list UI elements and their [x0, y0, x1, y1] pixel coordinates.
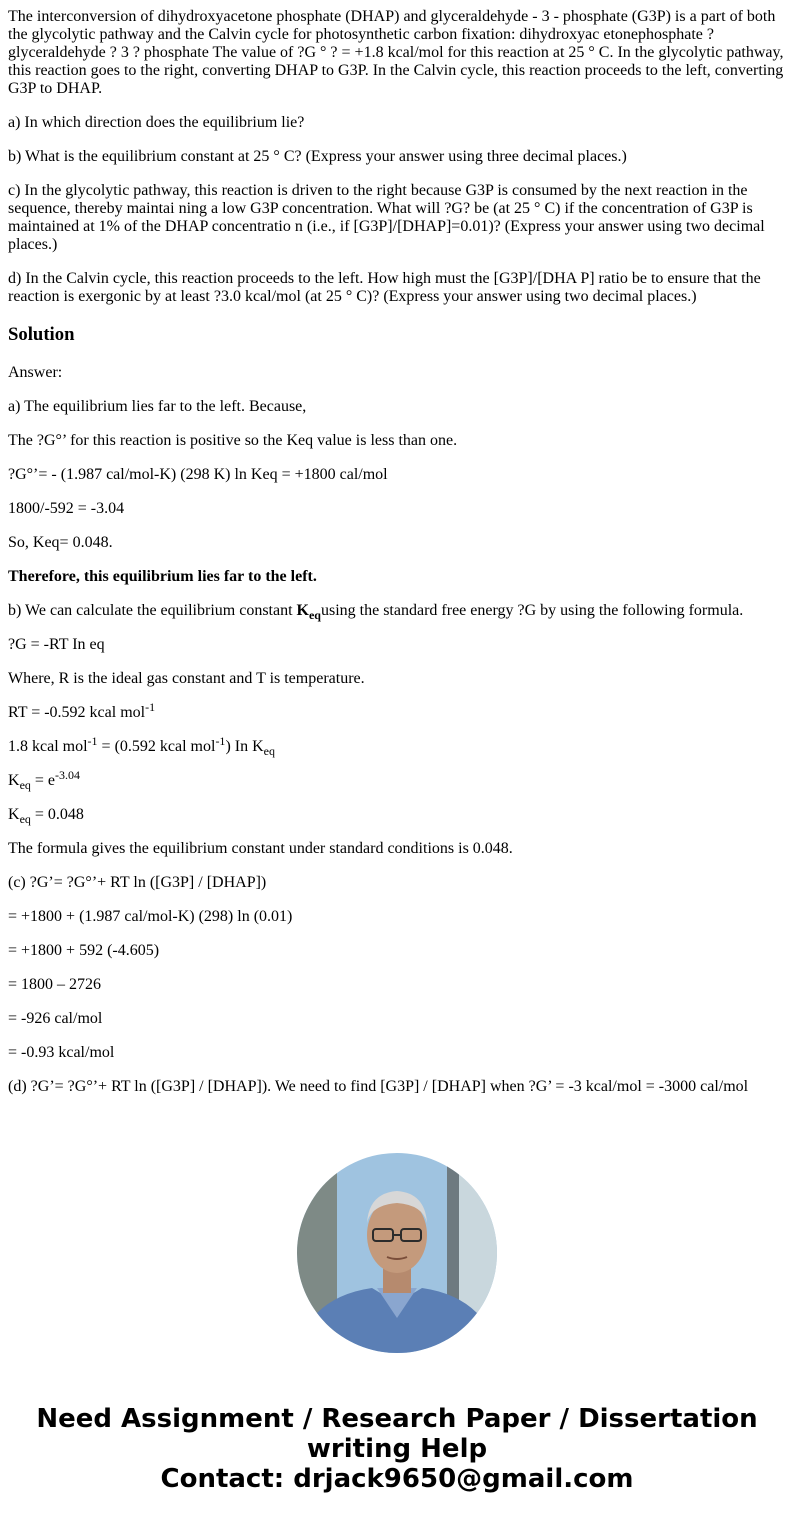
rt-sup: -1: [145, 700, 156, 714]
keq-sub: eq: [308, 608, 321, 622]
answer-b-line-4: [8, 700, 786, 722]
answer-b-line-7: [8, 806, 786, 824]
answer-c-line-5: = -926 cal/mol: [8, 1010, 103, 1027]
question-intro: The interconversion of dihydroxyacetone phosphate (DHAP) and glyceraldehyde - 3 - phosphate (G3P) is a part of both the glycolytic pathway and the Calvin cycle for photosynthetic carbon fixation: dihydroxyac etonephosphate ? glyceraldehyde ? 3 ? phosphate The value of ?G ° ? = +1.8 kcal/mol for this reaction at 25 ° C. In the glycolytic pathway, this reaction goes to the right, converting DHAP to G3P. In the Calvin cycle, this reaction proceeds to the left, converting G3P to DHAP.: [8, 8, 784, 97]
keq-k: K: [296, 602, 309, 619]
answer-a-conclusion-bold: Therefore, this equilibrium lies far to the left.: [8, 568, 317, 585]
eq5-part-b: = (0.592 kcal mol: [97, 738, 216, 755]
answer-c-line-3: = +1800 + 592 (-4.605): [8, 942, 160, 959]
eq5-sup-1: -1: [87, 734, 98, 748]
answer-a-line-5: So, Keq= 0.048.: [8, 534, 113, 551]
keq-symbol: [296, 602, 321, 622]
rt-text: RT = -0.592 kcal mol: [8, 704, 146, 721]
solution-heading: Solution: [8, 324, 75, 345]
eq6-sub: eq: [19, 778, 31, 792]
answer-a-line-1: a) The equilibrium lies far to the left. Because,: [8, 398, 307, 415]
eq7-sub: eq: [19, 812, 31, 826]
eq6-sup: -3.04: [55, 768, 81, 782]
eq7-k: K: [8, 806, 20, 823]
answer-a-conclusion: [8, 568, 786, 586]
author-portrait-image: [297, 1153, 497, 1353]
answer-b-line-1-post: using the standard free energy ?G by using the following formula.: [320, 602, 744, 619]
eq5-sup-2: -1: [215, 734, 226, 748]
answer-b-line-2: ?G = -RT In eq: [8, 636, 105, 653]
help-banner: [0, 1404, 794, 1494]
answer-a-line-4: 1800/-592 = -3.04: [8, 500, 125, 517]
eq5-part-a: 1.8 kcal mol: [8, 738, 88, 755]
help-banner-line-2: writing Help: [306, 1434, 488, 1464]
answer-c-line-6: = -0.93 kcal/mol: [8, 1044, 115, 1061]
answer-a-line-2: The ?G°’ for this reaction is positive so the Keq value is less than one.: [8, 432, 458, 449]
help-banner-contact: Contact: drjack9650@gmail.com: [160, 1464, 634, 1494]
answer-label: Answer:: [8, 364, 63, 381]
answer-c-line-4: = 1800 – 2726: [8, 976, 102, 993]
eq7-rest: = 0.048: [30, 806, 84, 823]
question-part-a: a) In which direction does the equilibrium lie?: [8, 114, 305, 131]
answer-b-line-6: [8, 768, 786, 792]
help-banner-line-1: Need Assignment / Research Paper / Dissertation: [36, 1404, 758, 1434]
answer-b-line-1-pre: b) We can calculate the equilibrium constant: [8, 602, 297, 619]
question-part-d: d) In the Calvin cycle, this reaction proceeds to the left. How high must the [G3P]/[DHA P] ratio be to ensure that the reaction is exergonic by at least ?3.0 kcal/mol (at 25 ° C)? (Express your answer using two decimal places.): [8, 270, 761, 305]
answer-c-line-2: = +1800 + (1.987 cal/mol-K) (298) ln (0.01): [8, 908, 293, 925]
question-part-b: b) What is the equilibrium constant at 25 ° C? (Express your answer using three decimal places.): [8, 148, 627, 165]
answer-b-line-3: Where, R is the ideal gas constant and T is temperature.: [8, 670, 365, 687]
answer-b-line-1: [8, 602, 786, 620]
answer-a-line-3: ?G°’= - (1.987 cal/mol-K) (298 K) ln Keq = +1800 cal/mol: [8, 466, 388, 483]
answer-d-line-1: (d) ?G’= ?G°’+ RT ln ([G3P] / [DHAP]). We need to find [G3P] / [DHAP] when ?G’ = -3 kcal/mol = -3000 cal/mol: [8, 1078, 749, 1095]
document-body: [8, 0, 786, 1123]
eq6-mid: = e: [30, 772, 56, 789]
answer-c-line-1: (c) ?G’= ?G°’+ RT ln ([G3P] / [DHAP]): [8, 874, 267, 891]
answer-b-line-5: [8, 734, 786, 758]
eq5-sub: eq: [263, 744, 275, 758]
author-avatar: [297, 1153, 497, 1353]
answer-b-line-8: The formula gives the equilibrium constant under standard conditions is 0.048.: [8, 840, 513, 857]
eq5-part-c: ) In K: [225, 738, 264, 755]
eq6-k: K: [8, 772, 20, 789]
question-part-c: c) In the glycolytic pathway, this reaction is driven to the right because G3P is consumed by the next reaction in the sequence, thereby maintai ning a low G3P concentration. What will ?G? be (at 25 ° C) if the concentration of G3P is maintained at 1% of the DHAP concentratio n (i.e., if [G3P]/[DHAP]=0.01)? (Express your answer using two decimal places.): [8, 182, 765, 253]
